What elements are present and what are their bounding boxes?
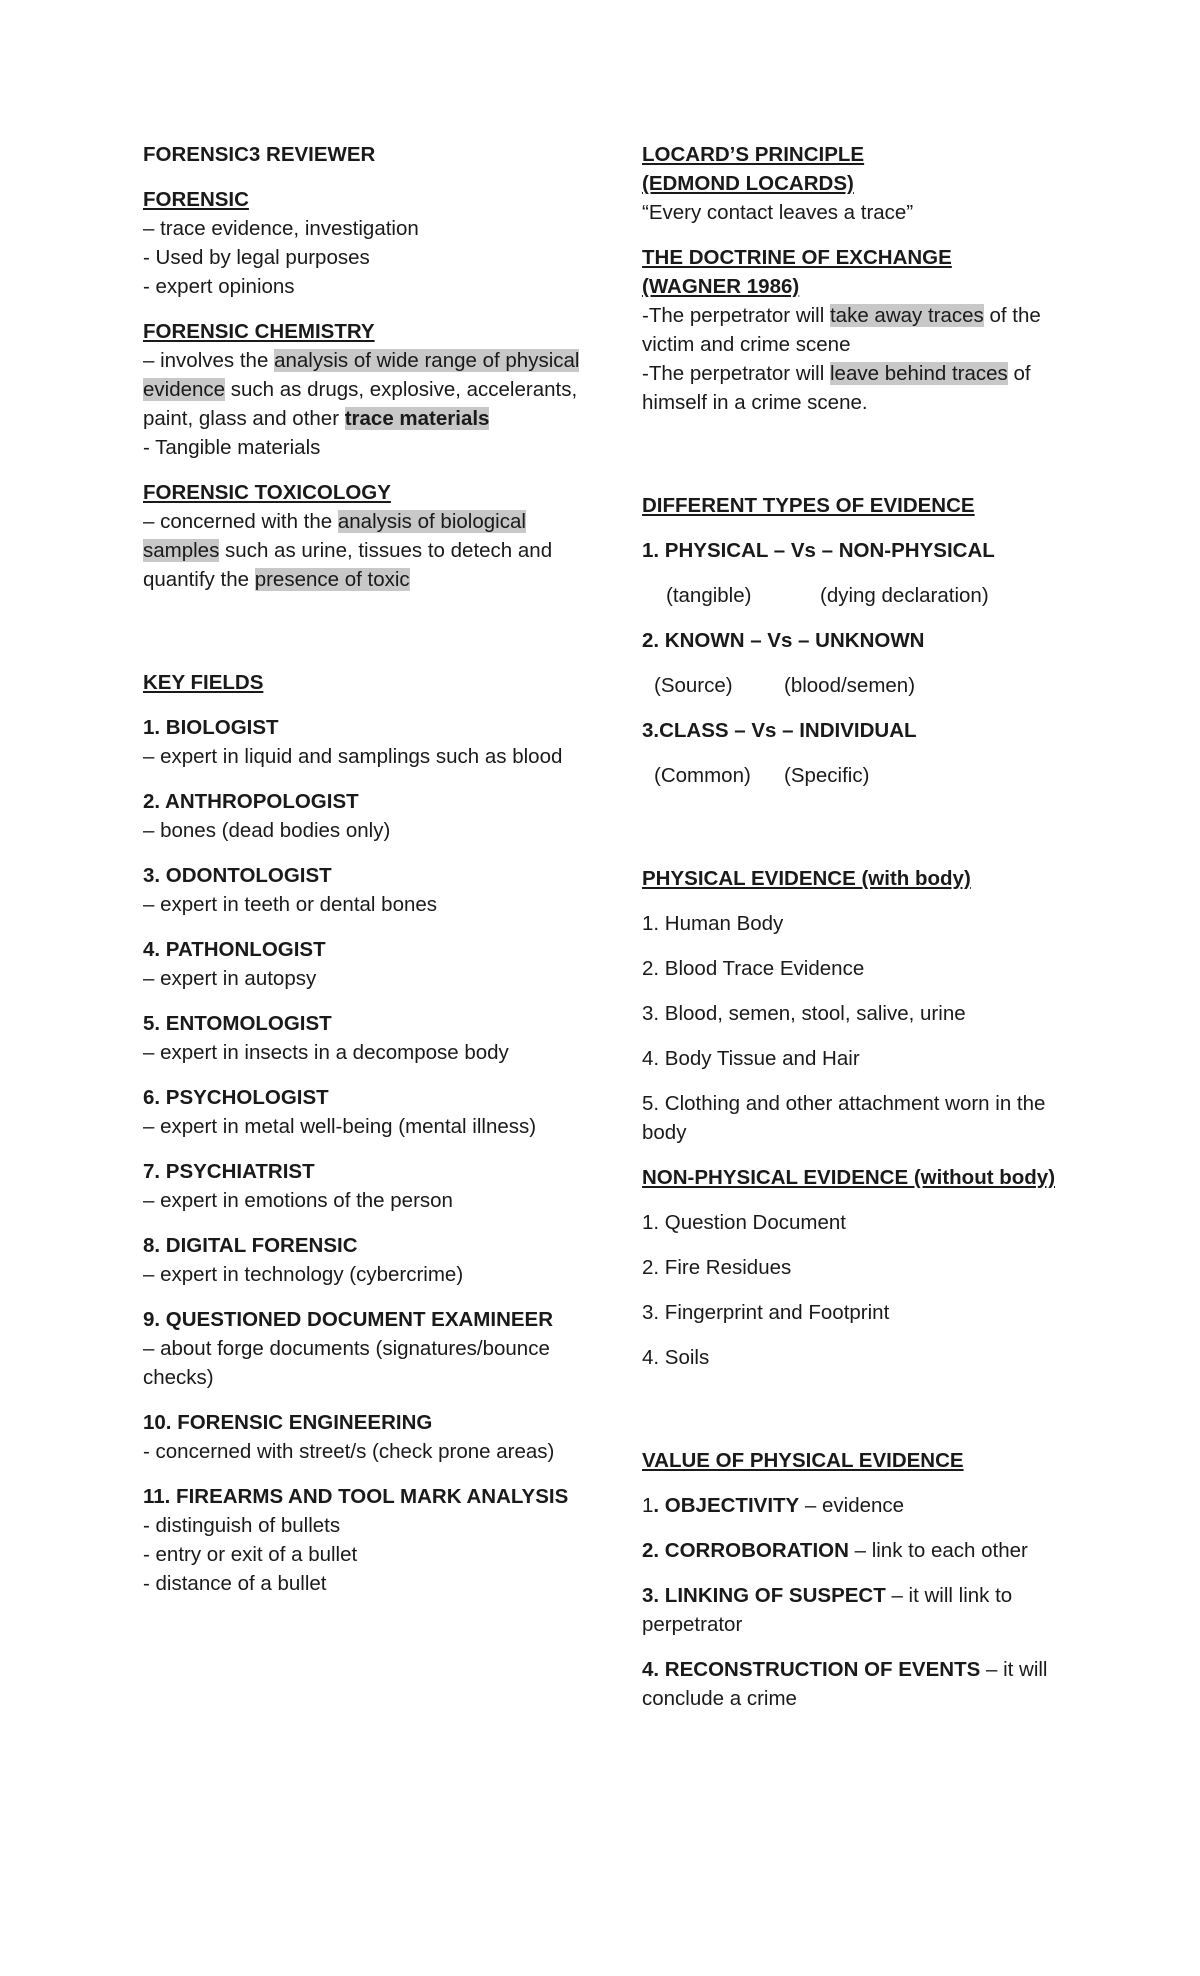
value-item: [642, 1491, 1082, 1520]
key-field-item: [143, 1231, 583, 1289]
key-field-title: 3. ODONTOLOGIST: [143, 864, 332, 887]
evidence-type-item: [642, 716, 1082, 745]
nonphysical-evidence-item: [642, 1298, 1082, 1327]
key-field-item: [143, 1305, 583, 1392]
nonphysical-evidence-list: [642, 1208, 1082, 1372]
physical-evidence-item: [642, 999, 1082, 1028]
evidence-types-heading: DIFFERENT TYPES OF EVIDENCE: [642, 494, 975, 517]
key-field-line: – about forge documents (signatures/bounce checks): [143, 1337, 550, 1389]
key-field-title: 1. BIOLOGIST: [143, 716, 279, 739]
evidence-type-example: (tangible): [666, 584, 752, 607]
key-field-line: – expert in emotions of the person: [143, 1189, 453, 1212]
key-field-line: - entry or exit of a bullet: [143, 1543, 358, 1566]
evidence-type-title: 1. PHYSICAL – Vs – NON-PHYSICAL: [642, 539, 995, 562]
key-field-line: – expert in autopsy: [143, 967, 317, 990]
exchange-line: [642, 301, 1082, 359]
nonphysical-evidence-text: 1. Question Document: [642, 1211, 846, 1234]
text-run: such as urine, tissues to detech and quantify the: [143, 539, 553, 591]
right-column: [642, 140, 1082, 1713]
locard-quote: “Every contact leaves a trace”: [642, 201, 914, 224]
value-item-title: 2. CORROBORATION: [642, 1539, 849, 1562]
evidence-type-title: 2. KNOWN – Vs – UNKNOWN: [642, 629, 925, 652]
evidence-type-examples: [642, 761, 1082, 790]
highlighted-bold-text: trace materials: [344, 407, 490, 430]
value-section: [642, 1446, 1082, 1475]
key-field-title: 10. FORENSIC ENGINEERING: [143, 1411, 433, 1434]
key-field-title: 11. FIREARMS AND TOOL MARK ANALYSIS: [143, 1485, 569, 1508]
exchange-section: [642, 243, 1082, 417]
evidence-type-item: [642, 626, 1082, 655]
nonphysical-evidence-text: 3. Fingerprint and Footprint: [642, 1301, 890, 1324]
evidence-type-examples: [642, 581, 1082, 610]
text-run: such as drugs, explosive, accelerants, paint, glass and other: [143, 378, 578, 430]
evidence-type-item: [642, 536, 1082, 565]
key-field-line: – expert in metal well-being (mental illness): [143, 1115, 537, 1138]
key-field-line: – expert in technology (cybercrime): [143, 1263, 464, 1286]
value-item-desc: – it will conclude a crime: [642, 1658, 1048, 1710]
nonphysical-evidence-text: 4. Soils: [642, 1346, 710, 1369]
value-item-desc: – it will link to perpetrator: [642, 1584, 1013, 1636]
physical-evidence-text: 1. Human Body: [642, 912, 784, 935]
physical-evidence-heading: PHYSICAL EVIDENCE (with body): [642, 867, 971, 890]
value-item: [642, 1581, 1082, 1639]
toxicology-description: [143, 507, 583, 594]
exchange-subheading: (WAGNER 1986): [642, 275, 800, 298]
exchange-line: [642, 359, 1082, 417]
chemistry-heading: FORENSIC CHEMISTRY: [143, 320, 375, 343]
forensic-line: - expert opinions: [143, 275, 295, 298]
key-field-title: 4. PATHONLOGIST: [143, 938, 326, 961]
left-column: [143, 140, 583, 1598]
key-field-title: 8. DIGITAL FORENSIC: [143, 1234, 358, 1257]
key-field-title: 9. QUESTIONED DOCUMENT EXAMINEER: [143, 1308, 554, 1331]
value-item-title: 4. RECONSTRUCTION OF EVENTS: [642, 1658, 981, 1681]
locard-heading: LOCARD’S PRINCIPLE: [642, 143, 865, 166]
key-field-title: 7. PSYCHIATRIST: [143, 1160, 315, 1183]
physical-evidence-section: [642, 864, 1082, 893]
key-field-line: – expert in teeth or dental bones: [143, 893, 438, 916]
key-field-line: - concerned with street/s (check prone areas): [143, 1440, 555, 1463]
key-field-item: [143, 713, 583, 771]
locard-subheading: (EDMOND LOCARDS): [642, 172, 854, 195]
evidence-type-example: (Source): [654, 674, 733, 697]
nonphysical-evidence-text: 2. Fire Residues: [642, 1256, 792, 1279]
exchange-heading: THE DOCTRINE OF EXCHANGE: [642, 246, 952, 269]
physical-evidence-item: [642, 954, 1082, 983]
document-title: FORENSIC3 REVIEWER: [143, 143, 376, 166]
forensic-section: [143, 185, 583, 301]
physical-evidence-text: 5. Clothing and other attachment worn in the body: [642, 1092, 1046, 1144]
value-item-text: [642, 1655, 1082, 1713]
highlighted-text: leave behind traces: [829, 362, 1008, 385]
nonphysical-evidence-item: [642, 1253, 1082, 1282]
text-run: -The perpetrator will: [642, 304, 830, 327]
text-run: of the victim and crime scene: [642, 304, 1041, 356]
locard-section: [642, 140, 1082, 227]
physical-evidence-text: 4. Body Tissue and Hair: [642, 1047, 860, 1070]
forensic-line: - Used by legal purposes: [143, 246, 370, 269]
text-run: -The perpetrator will: [642, 362, 830, 385]
value-item-text: [642, 1536, 1082, 1565]
evidence-types-section: [642, 491, 1082, 520]
key-field-title: 2. ANTHROPOLOGIST: [143, 790, 359, 813]
physical-evidence-list: [642, 909, 1082, 1147]
value-item-text: [642, 1491, 1082, 1520]
value-item: [642, 1536, 1082, 1565]
key-field-line: – expert in insects in a decompose body: [143, 1041, 509, 1064]
evidence-type-example: (Specific): [784, 764, 870, 787]
highlighted-text: presence of toxic: [254, 568, 410, 591]
key-field-title: 6. PSYCHOLOGIST: [143, 1086, 329, 1109]
evidence-types-list: [642, 536, 1082, 790]
physical-evidence-item: [642, 1089, 1082, 1147]
value-heading: VALUE OF PHYSICAL EVIDENCE: [642, 1449, 964, 1472]
chemistry-section: [143, 317, 583, 462]
key-field-line: – bones (dead bodies only): [143, 819, 391, 842]
chemistry-description: [143, 346, 583, 433]
nonphysical-evidence-item: [642, 1343, 1082, 1372]
evidence-type-examples: [642, 671, 1082, 700]
nonphysical-evidence-heading: NON-PHYSICAL EVIDENCE (without body): [642, 1166, 1056, 1189]
physical-evidence-item: [642, 909, 1082, 938]
key-field-line: - distinguish of bullets: [143, 1514, 341, 1537]
key-field-title: 5. ENTOMOLOGIST: [143, 1012, 332, 1035]
key-field-item: [143, 935, 583, 993]
physical-evidence-text: 2. Blood Trace Evidence: [642, 957, 865, 980]
nonphysical-evidence-item: [642, 1208, 1082, 1237]
highlighted-text: analysis of wide range of physical evidence: [143, 349, 580, 401]
toxicology-section: [143, 478, 583, 594]
highlighted-text: analysis of biological samples: [143, 510, 526, 562]
nonphysical-evidence-section: [642, 1163, 1082, 1192]
document-title-section: [143, 140, 583, 169]
forensic-line: – trace evidence, investigation: [143, 217, 419, 240]
forensic-heading: FORENSIC: [143, 188, 249, 211]
highlighted-text: take away traces: [829, 304, 984, 327]
text-run: of himself in a crime scene.: [642, 362, 1031, 414]
evidence-type-example: (Common): [654, 764, 751, 787]
value-item: [642, 1655, 1082, 1713]
key-field-item: [143, 787, 583, 845]
key-field-line: - distance of a bullet: [143, 1572, 327, 1595]
evidence-type-title: 3.CLASS – Vs – INDIVIDUAL: [642, 719, 917, 742]
key-fields-heading: KEY FIELDS: [143, 671, 264, 694]
evidence-type-example: (dying declaration): [820, 584, 989, 607]
value-item-text: [642, 1581, 1082, 1639]
evidence-type-example: (blood/semen): [784, 674, 916, 697]
key-field-item: [143, 1482, 583, 1598]
value-item-number: 1: [642, 1494, 654, 1517]
physical-evidence-text: 3. Blood, semen, stool, salive, urine: [642, 1002, 966, 1025]
key-field-item: [143, 1009, 583, 1067]
value-item-title: 3. LINKING OF SUSPECT: [642, 1584, 886, 1607]
key-field-item: [143, 1157, 583, 1215]
physical-evidence-item: [642, 1044, 1082, 1073]
key-field-line: – expert in liquid and samplings such as blood: [143, 745, 563, 768]
text-run: – concerned with the: [143, 510, 338, 533]
value-list: [642, 1491, 1082, 1713]
key-field-item: [143, 1083, 583, 1141]
key-field-item: [143, 861, 583, 919]
toxicology-heading: FORENSIC TOXICOLOGY: [143, 481, 391, 504]
chemistry-line: - Tangible materials: [143, 436, 321, 459]
text-run: – involves the: [143, 349, 275, 372]
key-field-item: [143, 1408, 583, 1466]
value-item-title: . OBJECTIVITY: [653, 1494, 800, 1517]
key-fields-section: [143, 668, 583, 697]
value-item-desc: – link to each other: [848, 1539, 1028, 1562]
value-item-desc: – evidence: [799, 1494, 905, 1517]
key-fields-list: [143, 713, 583, 1598]
